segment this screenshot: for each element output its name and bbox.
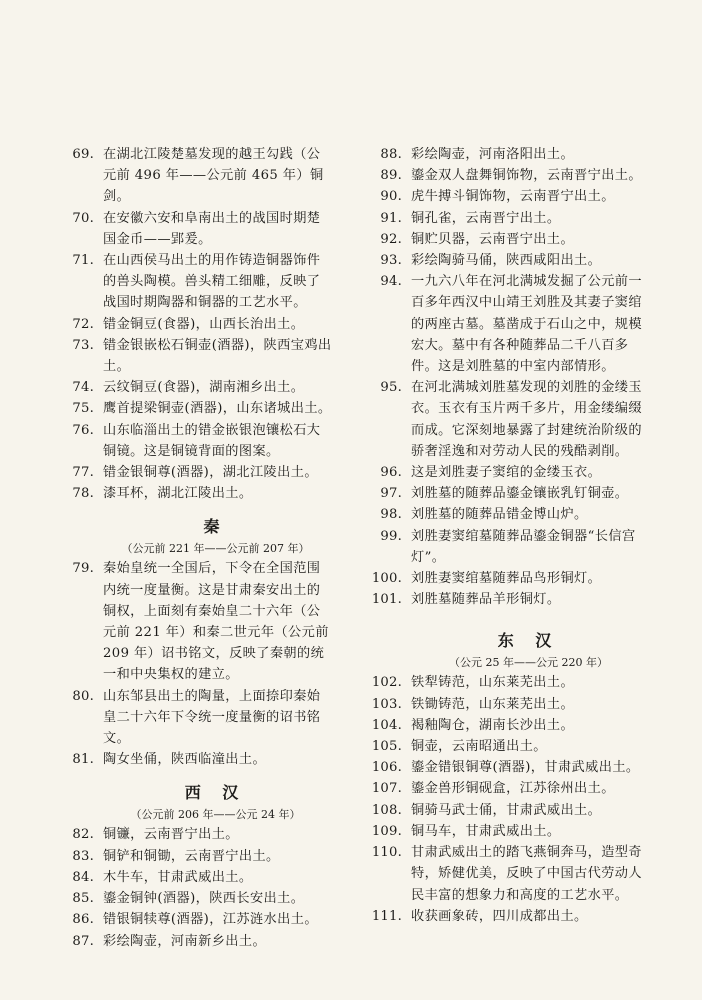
entry-number: 89. [380,168,402,184]
caption-entry [366,906,651,927]
caption-entry [366,589,651,610]
entry-text: 秦始皇统一全国后，下令在全国范围内统一度量衡。这是甘肃秦安出土的铜权，上面刻有秦始皇二十六年（公元前 221 年）和秦二世元年（公元前 209 年）诏书铭文，反映了秦朝的统一和中央集权的建立。 [103,561,329,683]
entry-number: 78. [72,486,94,502]
entry-number: 94. [380,274,402,290]
right-column [366,144,651,927]
caption-entry [366,778,651,799]
entry-text: 铜贮贝器，云南晋宁出土。 [411,231,575,247]
caption-entry [366,504,651,525]
caption-entry [366,377,651,462]
caption-entry [366,462,651,483]
entry-text: 彩绘陶壶，河南新乡出土。 [103,933,267,949]
entry-number: 76. [72,422,94,438]
entry-text: 一九六八年在河北满城发掘了公元前一百多年西汉中山靖王刘胜及其妻子窦绾的两座古墓。墓凿成于石山之中，规模宏大。墓中有各种随葬品二千八百多件。这是刘胜墓的中室内部情形。 [411,274,642,375]
entry-number: 73. [72,337,94,353]
entry-number: 91. [380,210,402,226]
caption-entry [58,867,333,888]
section-title: 秦 [203,517,228,537]
caption-entry [366,483,651,504]
entry-number: 72. [72,316,94,332]
entry-number: 80. [72,688,94,704]
entry-text: 收获画象砖，四川成都出土。 [411,908,588,924]
caption-entry [58,335,333,377]
entry-number: 109. [371,823,402,839]
entry-text: 错金银铜尊(酒器)，湖北江陵出土。 [103,465,318,481]
entry-text: 错银铜犊尊(酒器)，江苏涟水出土。 [103,912,318,928]
caption-entry [366,672,651,693]
entry-number: 93. [380,253,402,269]
entry-text: 虎牛搏斗铜饰物，云南晋宁出土。 [411,189,615,205]
entry-number: 98. [380,507,402,523]
caption-entry [366,165,651,186]
section-title: 西 汉 [184,783,247,803]
entry-number: 102. [371,675,402,691]
caption-entry [58,558,333,685]
caption-entry [366,271,651,377]
caption-entry [366,736,651,757]
entry-list [366,144,651,610]
caption-entry [366,208,651,229]
section-header-qin [98,514,333,558]
section-title: 东 汉 [497,631,560,651]
entry-text: 这是刘胜妻子窦绾的金缕玉衣。 [411,465,602,481]
entry-number: 84. [72,869,94,885]
entry-text: 漆耳杯，湖北江陵出土。 [103,486,253,502]
caption-entry [366,250,651,271]
entry-text: 在湖北江陵楚墓发现的越王勾践（公元前 496 年——公元前 465 年）铜剑。 [103,147,324,205]
caption-entry [366,715,651,736]
caption-entry [366,757,651,778]
caption-entry [58,909,333,930]
entry-list [58,558,333,770]
caption-entry [366,821,651,842]
section-dates: （公元 25 年——公元 220 年） [449,656,608,670]
entry-number: 103. [371,696,402,712]
caption-entry [366,526,651,568]
entry-number: 104. [371,717,402,733]
entry-number: 74. [72,380,94,396]
caption-entry [58,377,333,398]
entry-number: 97. [380,486,402,502]
section-header-donghan [406,628,651,672]
caption-entry [366,144,651,165]
caption-entry [366,842,651,906]
entry-text: 铜孔雀，云南晋宁出土。 [411,210,561,226]
entry-number: 90. [380,189,402,205]
entry-number: 79. [72,561,94,577]
entry-text: 鹰首提梁铜壶(酒器)，山东诸城出土。 [103,401,332,417]
caption-entry [58,208,333,250]
caption-entry [366,568,651,589]
entry-text: 陶女坐俑，陕西临潼出土。 [103,752,267,768]
entry-text: 铁锄铸范，山东莱芜出土。 [411,696,575,712]
entry-number: 87. [72,933,94,949]
entry-text: 鎏金兽形铜砚盒，江苏徐州出土。 [411,781,615,797]
entry-text: 山东邹县出土的陶量，上面捺印秦始皇二十六年下令统一度量衡的诏书铭文。 [103,688,321,747]
entry-text: 刘胜墓随葬品羊形铜灯。 [411,592,561,608]
entry-number: 105. [371,739,402,755]
entry-text: 甘肃武威出土的踏飞燕铜奔马，造型奇特，矫健优美，反映了中国古代劳动人民丰富的想象力和高度的工艺水平。 [411,845,642,903]
entry-number: 99. [380,528,402,544]
entry-number: 95. [380,380,402,396]
entry-text: 在河北满城刘胜墓发现的刘胜的金缕玉衣。玉衣有玉片两千多片，用金缕编缀而成。它深刻地暴露了封建统治阶级的骄奢淫逸和对劳动人民的残酷剥削。 [411,380,642,459]
entry-number: 83. [72,848,94,864]
caption-entry [366,186,651,207]
entry-number: 82. [72,827,94,843]
section-header-xihan [98,780,333,824]
entry-number: 101. [371,592,402,608]
entry-number: 86. [72,912,94,928]
entry-number: 88. [380,147,402,162]
entry-text: 鎏金双人盘舞铜饰物，云南晋宁出土。 [411,168,642,184]
entry-number: 108. [371,802,402,818]
entry-number: 110. [371,845,402,861]
entry-number: 100. [371,571,402,587]
entry-number: 92. [380,231,402,247]
entry-text: 在山西侯马出土的用作铸造铜器饰件的兽头陶模。兽头精工细雕，反映了战国时期陶器和铜器的工艺水平。 [103,253,321,311]
entry-text: 铁犁铸范，山东莱芜出土。 [411,675,575,691]
entry-text: 错金铜豆(食器)，山西长治出土。 [103,316,305,332]
caption-entry [58,462,333,483]
entry-text: 刘胜墓的随葬品错金博山炉。 [411,507,588,523]
entry-text: 木牛车，甘肃武威出土。 [103,869,253,885]
entry-text: 云纹铜豆(食器)，湖南湘乡出土。 [103,380,305,396]
caption-entry [58,931,333,952]
entry-number: 96. [380,465,402,481]
entry-text: 错金银嵌松石铜壶(酒器)，陕西宝鸡出土。 [103,337,332,375]
caption-entry [58,314,333,335]
caption-entry [58,888,333,909]
entry-number: 71. [72,253,94,269]
caption-entry [58,398,333,419]
section-dates: （公元前 206 年——公元 24 年） [130,808,301,822]
entry-text: 铜镰，云南晋宁出土。 [103,827,239,843]
entry-text: 刘胜妻窦绾墓随葬品鸟形铜灯。 [411,571,602,587]
entry-text: 铜壶，云南昭通出土。 [411,739,547,755]
entry-text: 彩绘陶骑马俑，陕西咸阳出土。 [411,253,602,269]
entry-number: 70. [72,210,94,226]
caption-entry [58,749,333,770]
entry-number: 107. [371,781,402,797]
entry-text: 铜铲和铜锄，云南晋宁出土。 [103,848,280,864]
entry-list [58,144,333,504]
entry-text: 刘胜墓的随葬品鎏金镶嵌乳钉铜壶。 [411,486,629,502]
entry-text: 在安徽六安和阜南出土的战国时期楚国金币——郢爰。 [103,210,321,247]
caption-entry [366,694,651,715]
entry-list [366,672,651,926]
entry-number: 81. [72,752,94,768]
entry-text: 铜骑马武士俑，甘肃武威出土。 [411,802,602,818]
section-dates: （公元前 221 年——公元前 207 年） [121,542,310,556]
caption-entry [58,686,333,750]
entry-text: 铜马车，甘肃武威出土。 [411,823,561,839]
entry-number: 75. [72,401,94,417]
caption-entry [58,250,333,314]
entry-number: 77. [72,465,94,481]
left-column [58,144,333,952]
entry-number: 85. [72,891,94,907]
entry-number: 69. [72,147,94,162]
entry-number: 106. [371,760,402,776]
entry-list [58,824,333,951]
caption-entry [366,229,651,250]
caption-entry [58,144,333,208]
caption-entry [366,800,651,821]
entry-text: 彩绘陶壶，河南洛阳出土。 [411,147,575,162]
caption-entry [58,483,333,504]
caption-entry [58,824,333,845]
entry-text: 山东临淄出土的错金嵌银泡镶松石大铜镜。这是铜镜背面的图案。 [103,422,321,459]
entry-text: 刘胜妻窦绾墓随葬品鎏金铜器“长信宫灯”。 [411,528,636,565]
entry-number: 111. [371,908,402,924]
entry-text: 褐釉陶仓，湖南长沙出土。 [411,717,575,733]
entry-text: 鎏金铜钟(酒器)，陕西长安出土。 [103,891,305,907]
entry-text: 鎏金错银铜尊(酒器)，甘肃武威出土。 [411,760,640,776]
caption-entry [58,846,333,867]
caption-entry [58,420,333,462]
